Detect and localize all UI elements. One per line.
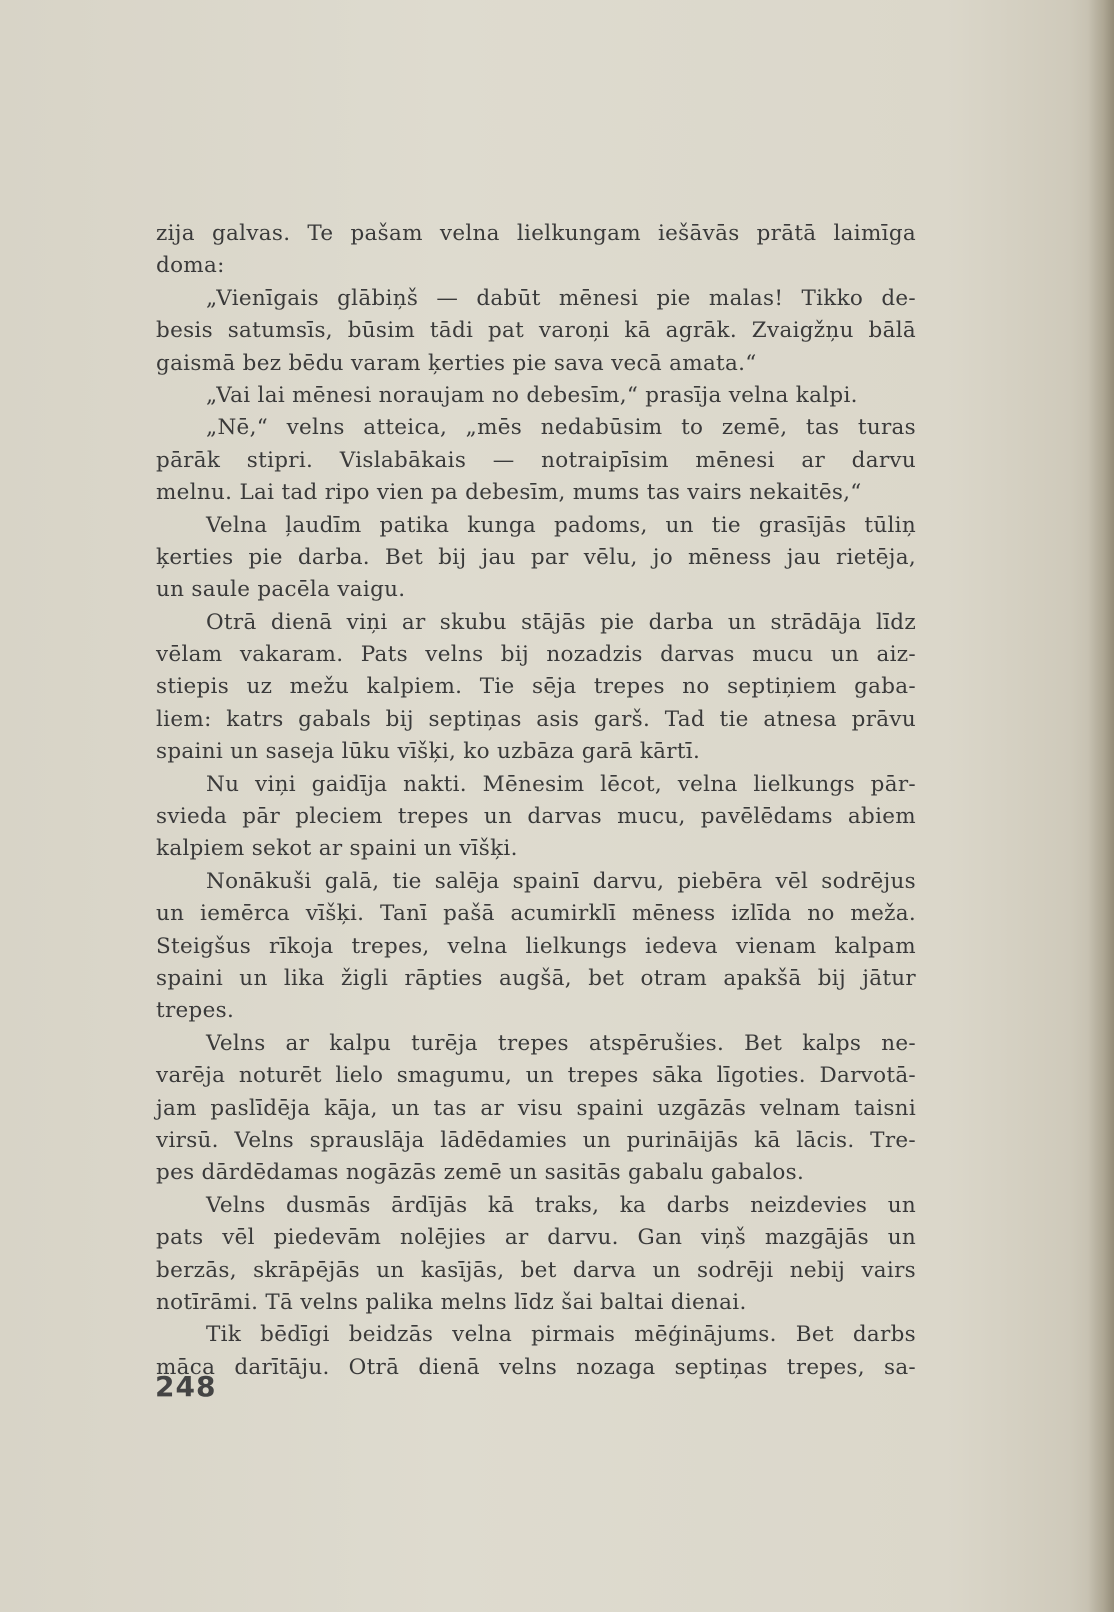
text-line: Steigšus rīkoja trepes, velna lielkungs iedeva vienam kalpam bbox=[156, 933, 916, 959]
text-line: Nonākuši galā, tie salēja spainī darvu, piebēra vēl sodrējus bbox=[206, 868, 916, 894]
text-line: ķerties pie darba. Bet bij jau par vēlu, jo mēness jau rietēja, bbox=[156, 544, 916, 570]
text-line: trepes. bbox=[156, 998, 235, 1024]
page-edge-shadow bbox=[1088, 0, 1114, 1612]
text-line: liem: katrs gabals bij septiņas asis garš. Tad tie atnesa prāvu bbox=[156, 706, 916, 732]
text-line: vēlam vakaram. Pats velns bij nozadzis darvas mucu un aiz- bbox=[156, 642, 916, 668]
text-line: „Vai lai mēnesi noraujam no debesīm,“ prasīja velna kalpi. bbox=[206, 382, 858, 408]
text-line: un iemērca vīšķi. Tanī pašā acumirklī mēness izlīda no meža. bbox=[156, 901, 916, 927]
text-line: Velna ļaudīm patika kunga padoms, un tie grasījās tūliņ bbox=[206, 512, 916, 538]
text-line: Velns ar kalpu turēja trepes atspērušies. Bet kalps ne- bbox=[206, 1030, 916, 1056]
text-line: besis satumsīs, būsim tādi pat varoņi kā agrāk. Zvaigžņu bālā bbox=[156, 318, 916, 344]
text-line: Otrā dienā viņi ar skubu stājās pie darba un strādāja līdz bbox=[206, 609, 916, 635]
text-line: pes dārdēdamas nogāzās zemē un sasitās gabalu gabalos. bbox=[156, 1160, 805, 1186]
text-line: jam paslīdēja kāja, un tas ar visu spaini uzgāzās velnam taisni bbox=[156, 1095, 916, 1121]
text-line: „Nē,“ velns atteica, „mēs nedabūsim to zemē, tas turas bbox=[206, 415, 916, 441]
text-line: notīrāmi. Tā velns palika melns līdz šai baltai dienai. bbox=[156, 1289, 747, 1315]
text-line: stiepis uz mežu kalpiem. Tie sēja trepes no septiņiem gaba- bbox=[156, 674, 916, 700]
text-line: un saule pacēla vaigu. bbox=[156, 577, 406, 603]
text-line: Nu viņi gaidīja nakti. Mēnesim lēcot, velna lielkungs pār- bbox=[206, 771, 916, 797]
text-line: pārāk stipri. Vislabākais — notraipīsim mēnesi ar darvu bbox=[156, 447, 916, 473]
text-line: māca darītāju. Otrā dienā velns nozaga septiņas trepes, sa- bbox=[156, 1354, 916, 1380]
text-line: spaini un lika žigli rāpties augšā, bet otram apakšā bij jātur bbox=[156, 965, 916, 991]
text-line: gaismā bez bēdu varam ķerties pie sava vecā amata.“ bbox=[156, 350, 757, 376]
text-line: kalpiem sekot ar spaini un vīšķi. bbox=[156, 836, 518, 862]
body-text bbox=[156, 218, 916, 1384]
text-line: spaini un saseja lūku vīšķi, ko uzbāza garā kārtī. bbox=[156, 739, 701, 765]
text-line: Tik bēdīgi beidzās velna pirmais mēģinājums. Bet darbs bbox=[206, 1322, 916, 1348]
text-line: doma: bbox=[156, 253, 225, 279]
text-line: svieda pār pleciem trepes un darvas mucu, pavēlēdams abiem bbox=[156, 804, 916, 830]
text-line: Velns dusmās ārdījās kā traks, ka darbs neizdevies un bbox=[206, 1192, 916, 1218]
text-line: melnu. Lai tad ripo vien pa debesīm, mums tas vairs nekaitēs,“ bbox=[156, 480, 862, 506]
text-line: virsū. Velns sprauslāja lādēdamies un purināijās kā lācis. Tre- bbox=[156, 1127, 916, 1153]
text-line: pats vēl piedevām nolējies ar darvu. Gan viņš mazgājās un bbox=[156, 1225, 916, 1251]
text-line: berzās, skrāpējās un kasījās, bet darva un sodrēji nebij vairs bbox=[156, 1257, 916, 1283]
page-number: 248 bbox=[155, 1370, 217, 1403]
text-line: zija galvas. Te pašam velna lielkungam iešāvās prātā laimīga bbox=[156, 221, 916, 246]
text-line: „Vienīgais glābiņš — dabūt mēnesi pie malas! Tikko de- bbox=[206, 285, 916, 311]
text-line: varēja noturēt lielo smagumu, un trepes sāka līgoties. Darvotā- bbox=[156, 1063, 916, 1089]
